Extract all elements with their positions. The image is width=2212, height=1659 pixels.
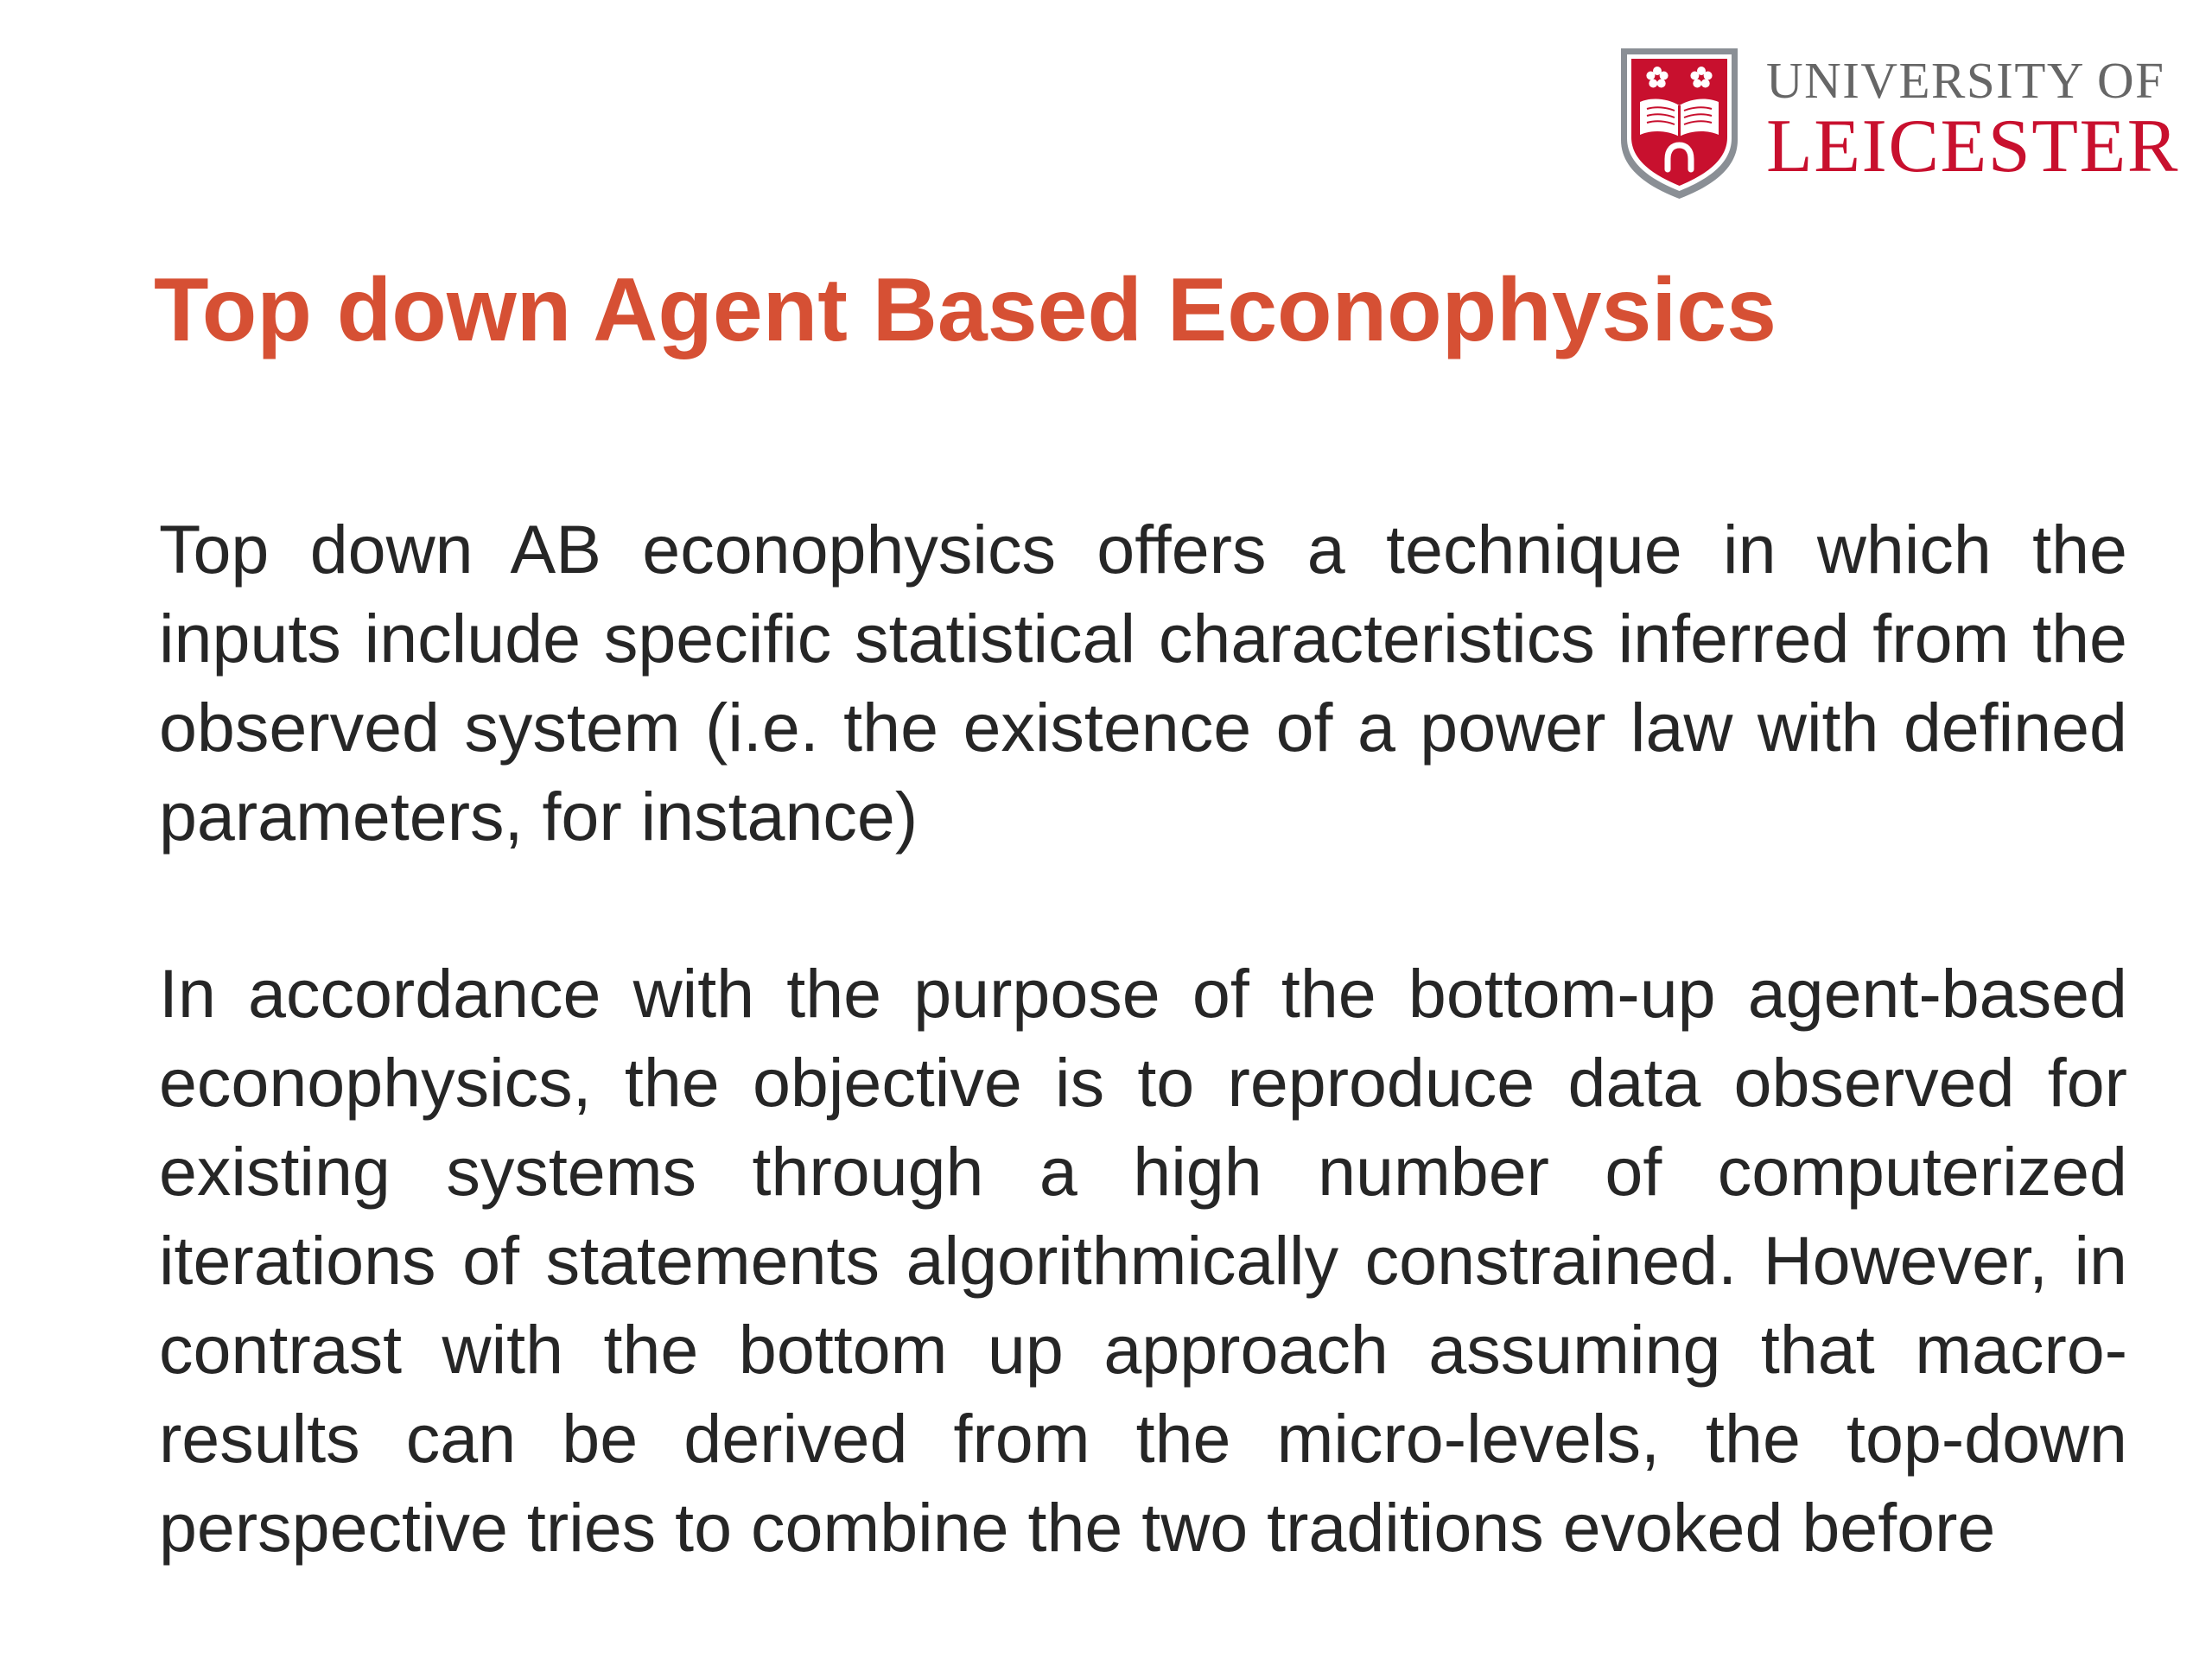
university-logo (1618, 45, 2188, 204)
logo-line-university-of: UNIVERSITY OF (1766, 52, 2165, 109)
body-paragraph-2: In accordance with the purpose of the bottom-up agent-based econophysics, the objective is to reproduce data observed for existing systems through a high number of computerized iterations of statements algorithmically constrained. However, in contrast with the bottom up approach assuming that macro-results can be derived from the micro-levels, the top-down perspective tries to combine the two traditions evoked before (159, 955, 2127, 1566)
body-paragraph-1: Top down AB econophysics offers a technique in which the inputs include specific statistical characteristics inferred from the observed system (i.e. the existence of a power law with defined parameters, for instance) (159, 511, 2127, 855)
logo-line-leicester: LEICESTER (1766, 105, 2179, 188)
slide-title: Top down Agent Based Econophysics (154, 260, 1777, 360)
university-wordmark (1766, 52, 2198, 202)
university-shield-icon (1618, 45, 1741, 200)
